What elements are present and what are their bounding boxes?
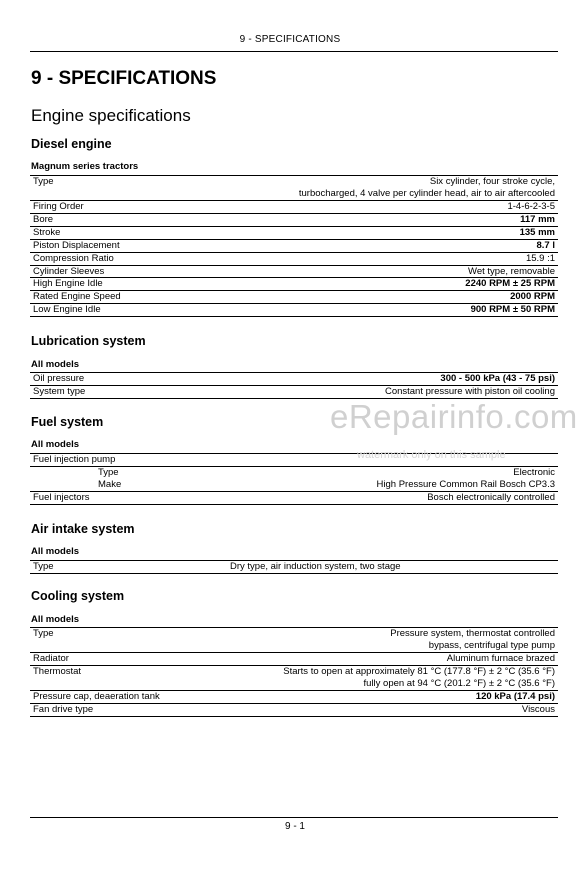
spec-row-low-idle	[30, 304, 558, 317]
spec-value: 135 mm	[519, 226, 555, 238]
spec-value: Viscous	[521, 703, 555, 715]
spec-value: Starts to open at approximately 81 °C (177.8 °F) ± 2 °C (35.6 °F)	[283, 665, 555, 677]
spec-row-pump-type	[30, 467, 558, 479]
spec-row-cooling-type	[30, 628, 558, 653]
spec-value: 8.7 l	[536, 239, 555, 251]
spec-value-cont: bypass, centrifugal type pump	[428, 639, 555, 651]
air-spec-table	[30, 560, 558, 574]
spec-label: Compression Ratio	[33, 252, 114, 264]
header-rule	[30, 51, 558, 52]
spec-row-air-type	[30, 561, 558, 574]
spec-value: 117 mm	[520, 213, 555, 225]
spec-row-stroke	[30, 227, 558, 240]
spec-label: Type	[33, 176, 54, 187]
spec-value: 15.9 :1	[525, 252, 555, 264]
footer-rule	[30, 817, 558, 818]
chapter-title: 9 - SPECIFICATIONS	[31, 68, 217, 89]
spec-label: Piston Displacement	[33, 239, 120, 251]
watermark-note: watermark only on this sample	[357, 449, 506, 461]
spec-label: Fuel injection pump	[33, 454, 116, 465]
cooling-heading: Cooling system	[31, 589, 125, 603]
spec-row-displacement	[30, 240, 558, 253]
spec-value: 1-4-6-2-3-5	[507, 201, 555, 212]
spec-value: Constant pressure with piston oil cooling	[384, 385, 555, 397]
spec-label: Type	[33, 561, 54, 572]
running-header: 9 - SPECIFICATIONS	[239, 34, 341, 45]
spec-row-rated-speed	[30, 291, 558, 304]
spec-label: Cylinder Sleeves	[33, 265, 105, 277]
spec-label: Radiator	[33, 653, 69, 664]
fuel-heading: Fuel system	[31, 415, 104, 429]
spec-row-injectors	[30, 492, 558, 505]
spec-value: High Pressure Common Rail Bosch CP3.3	[376, 478, 555, 490]
spec-row-firing-order	[30, 201, 558, 214]
spec-value: Pressure system, thermostat controlled	[390, 628, 555, 639]
watermark-text: eRepairinfo.com	[330, 398, 578, 435]
spec-value: Electronic	[513, 467, 555, 478]
spec-label: Low Engine Idle	[33, 304, 101, 316]
spec-label: Make	[98, 478, 122, 490]
spec-label: Rated Engine Speed	[33, 291, 121, 303]
spec-value: Dry type, air induction system, two stage	[230, 561, 401, 572]
spec-row-system-type	[30, 386, 558, 399]
page-number: 9 - 1	[284, 821, 305, 832]
spec-row-oil-pressure	[30, 373, 558, 386]
spec-row-compression	[30, 253, 558, 266]
spec-value: 900 RPM ± 50 RPM	[470, 304, 555, 316]
spec-label: System type	[33, 385, 86, 397]
spec-label: Type	[98, 467, 119, 478]
air-intake-heading: Air intake system	[31, 522, 135, 536]
spec-label: Fan drive type	[33, 703, 94, 715]
spec-value-cont: turbocharged, 4 valve per cylinder head, air to air aftercooled	[298, 187, 555, 199]
diesel-engine-heading: Diesel engine	[31, 137, 112, 151]
spec-value: 300 - 500 kPa (43 - 75 psi)	[440, 373, 555, 384]
spec-value: Wet type, removable	[468, 265, 555, 277]
spec-label: Bore	[33, 213, 54, 225]
spec-row-fan-drive	[30, 704, 558, 717]
spec-value: Bosch electronically controlled	[427, 491, 555, 503]
spec-row-radiator	[30, 653, 558, 666]
fuel-group-label: All models	[31, 439, 80, 450]
spec-label: Thermostat	[33, 665, 82, 677]
spec-label: Type	[33, 628, 54, 639]
spec-value-cont: fully open at 94 °C (201.2 °F) ± 2 °C (35.6 °F)	[363, 677, 555, 689]
diesel-spec-table	[30, 175, 558, 317]
section-title: Engine specifications	[31, 106, 191, 125]
spec-row-pump-make	[30, 479, 558, 492]
spec-row-sleeves	[30, 266, 558, 279]
spec-label: Pressure cap, deaeration tank	[33, 690, 160, 702]
spec-row-thermostat	[30, 666, 558, 691]
spec-label: Stroke	[33, 226, 61, 238]
spec-label: Oil pressure	[33, 373, 85, 384]
spec-label: Firing Order	[33, 201, 84, 212]
spec-label: High Engine Idle	[33, 278, 103, 290]
spec-value: Aluminum furnace brazed	[446, 653, 555, 664]
spec-value: 2000 RPM	[510, 291, 555, 303]
spec-label: Fuel injectors	[33, 491, 90, 503]
spec-value: 120 kPa (17.4 psi)	[475, 690, 555, 702]
spec-row-bore	[30, 214, 558, 227]
lubrication-heading: Lubrication system	[31, 334, 146, 348]
lubrication-spec-table	[30, 372, 558, 399]
air-group-label: All models	[31, 546, 80, 557]
diesel-group-label: Magnum series tractors	[31, 161, 139, 172]
spec-row-pressure-cap	[30, 691, 558, 704]
cooling-group-label: All models	[31, 614, 80, 625]
cooling-spec-table	[30, 627, 558, 717]
spec-row-type	[30, 176, 558, 201]
spec-value: Six cylinder, four stroke cycle,	[429, 176, 555, 187]
lubrication-group-label: All models	[31, 359, 80, 370]
spec-row-high-idle	[30, 278, 558, 291]
spec-value: 2240 RPM ± 25 RPM	[465, 278, 555, 290]
